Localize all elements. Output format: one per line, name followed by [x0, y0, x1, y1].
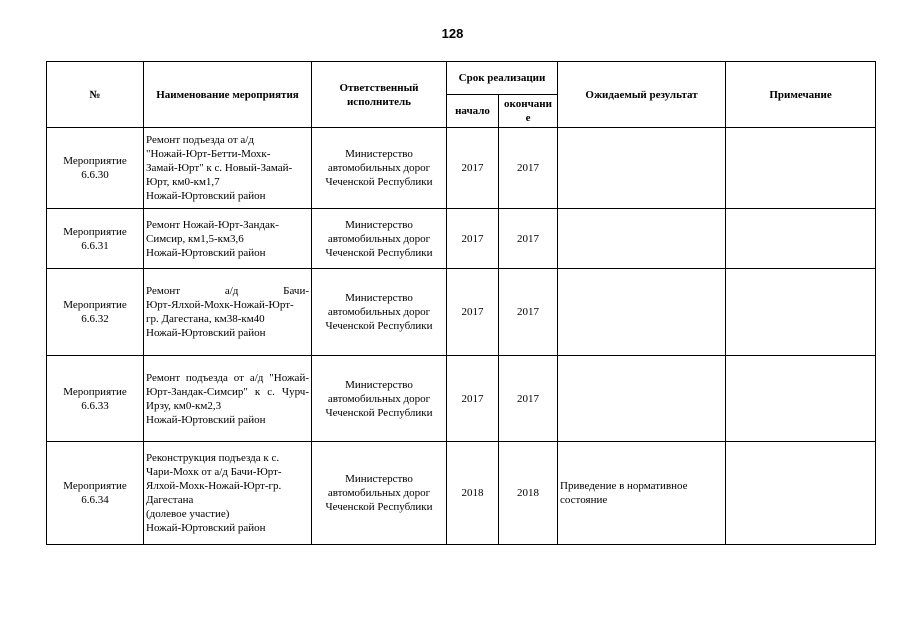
executor-line: автомобильных дорог: [327, 232, 431, 245]
activity-code: 6.6.30: [81, 169, 109, 181]
header-row: [47, 62, 876, 95]
executor-line: Чеченской Республики: [325, 320, 433, 332]
activity-name-line: гр. Дагестана, км38-км40: [146, 313, 265, 325]
executor-line: Министерство: [345, 218, 413, 231]
executor-line: Министерство: [345, 292, 413, 304]
col-header-end: [499, 95, 558, 128]
col-header-start: начало: [447, 95, 499, 128]
col-header-end-part2: е: [525, 112, 531, 124]
col-header-note: Примечание: [726, 62, 876, 128]
note-cell: [726, 128, 876, 209]
col-header-end-part1: окончани: [504, 98, 552, 110]
activity-name-line: Ножай-Юртовский район: [146, 522, 266, 534]
col-header-name: Наименование мероприятия: [144, 62, 312, 128]
executor-cell: [312, 209, 447, 269]
activity-name-line: Ножай-Юртовский район: [146, 246, 266, 259]
note-cell: [726, 356, 876, 442]
start-year-cell: 2017: [447, 269, 499, 356]
expected-result-cell: [558, 128, 726, 209]
table-row: [47, 356, 876, 442]
executor-line: Чеченской Республики: [325, 406, 433, 419]
activity-name-cell: [144, 269, 312, 356]
start-year-cell: 2017: [447, 128, 499, 209]
activity-label: Мероприятие: [63, 155, 127, 167]
start-year-cell: 2017: [447, 209, 499, 269]
activity-name-line: Ножай-Юртовский район: [146, 327, 266, 339]
activity-name-line: Юрт-Ялхой-Мохк-Ножай-Юрт-: [146, 299, 294, 311]
note-cell: [726, 269, 876, 356]
note-cell: [726, 442, 876, 545]
table-row: [47, 442, 876, 545]
activity-name-line: Ремонт Ножай-Юрт-Зандак-: [146, 218, 279, 231]
activity-code: 6.6.31: [81, 239, 109, 252]
activity-number-cell: [47, 356, 144, 442]
col-header-num: №: [47, 62, 144, 128]
end-year-cell: 2017: [499, 209, 558, 269]
expected-result-line: Приведение в нормативное: [560, 480, 688, 492]
expected-result-cell: [558, 442, 726, 545]
executor-line: автомобильных дорог: [327, 162, 431, 174]
activity-number-cell: [47, 128, 144, 209]
activity-name-line: Юрт-Зандак-Симсир" к с. Чурч-: [146, 385, 309, 398]
executor-line: Министерство: [345, 148, 413, 160]
expected-result-cell: [558, 356, 726, 442]
end-year-cell: 2017: [499, 356, 558, 442]
activity-label: Мероприятие: [63, 480, 127, 492]
activity-name-line: Ялхой-Мохк-Ножай-Юрт-гр.: [146, 480, 282, 492]
activity-name-cell: [144, 209, 312, 269]
table-row: [47, 128, 876, 209]
executor-line: Министерство: [345, 378, 413, 391]
activity-name-line: Ремонт подъезда от а/д "Ножай-: [146, 371, 309, 384]
activity-name-cell: [144, 442, 312, 545]
activity-name-line: Ножай-Юртовский район: [146, 413, 266, 426]
col-header-executor: Ответственный исполнитель: [312, 62, 447, 128]
start-year-cell: 2017: [447, 356, 499, 442]
activity-code: 6.6.34: [81, 494, 109, 506]
executor-cell: [312, 442, 447, 545]
table-row: [47, 269, 876, 356]
end-year-cell: 2018: [499, 442, 558, 545]
activity-name-cell: [144, 128, 312, 209]
table-row: [47, 209, 876, 269]
activity-number-cell: [47, 442, 144, 545]
activity-name-line: Реконструкция подъезда к с.: [146, 452, 280, 464]
executor-line: Чеченской Республики: [325, 176, 433, 188]
expected-result-line: состояние: [560, 494, 608, 506]
activity-number-cell: [47, 269, 144, 356]
executor-line: автомобильных дорог: [327, 487, 431, 499]
executor-line: Чеченской Республики: [325, 501, 433, 513]
executor-line: Министерство: [345, 473, 413, 485]
executor-line: Чеченской Республики: [325, 246, 433, 259]
col-header-period: Срок реализации: [447, 62, 558, 95]
expected-result-cell: [558, 209, 726, 269]
page-number: 128: [441, 26, 464, 41]
activity-code: 6.6.32: [81, 313, 109, 325]
expected-result-cell: [558, 269, 726, 356]
activity-code: 6.6.33: [81, 399, 109, 412]
executor-line: автомобильных дорог: [327, 392, 431, 405]
activity-name-line: Дагестана: [146, 494, 194, 506]
activity-name-line: Ножай-Юртовский район: [146, 190, 266, 202]
activity-number-cell: [47, 209, 144, 269]
note-cell: [726, 209, 876, 269]
executor-cell: [312, 269, 447, 356]
activity-name-cell: [144, 356, 312, 442]
activity-name-line: Ремонт а/д Бачи-: [146, 285, 309, 297]
activity-label: Мероприятие: [63, 299, 127, 311]
activities-table: [46, 61, 876, 545]
activity-name-line: Чари-Мохк от а/д Бачи-Юрт-: [146, 466, 282, 478]
activity-name-line: Юрт, км0-км1,7: [146, 176, 220, 188]
end-year-cell: 2017: [499, 269, 558, 356]
end-year-cell: 2017: [499, 128, 558, 209]
activity-name-line: (долевое участие): [146, 508, 230, 520]
activity-name-line: Ремонт подъезда от а/д: [146, 134, 254, 146]
col-header-result: Ожидаемый результат: [558, 62, 726, 128]
activity-name-line: Ирзу, км0-км2,3: [146, 399, 222, 412]
activity-name-line: "Ножай-Юрт-Бетти-Мохк-: [146, 148, 271, 160]
activity-name-line: Симсир, км1,5-км3,6: [146, 232, 244, 245]
executor-cell: [312, 356, 447, 442]
activity-label: Мероприятие: [63, 225, 127, 238]
executor-cell: [312, 128, 447, 209]
activity-label: Мероприятие: [63, 385, 127, 398]
executor-line: автомобильных дорог: [327, 306, 431, 318]
start-year-cell: 2018: [447, 442, 499, 545]
activity-name-line: Замай-Юрт" к с. Новый-Замай-: [146, 162, 293, 174]
